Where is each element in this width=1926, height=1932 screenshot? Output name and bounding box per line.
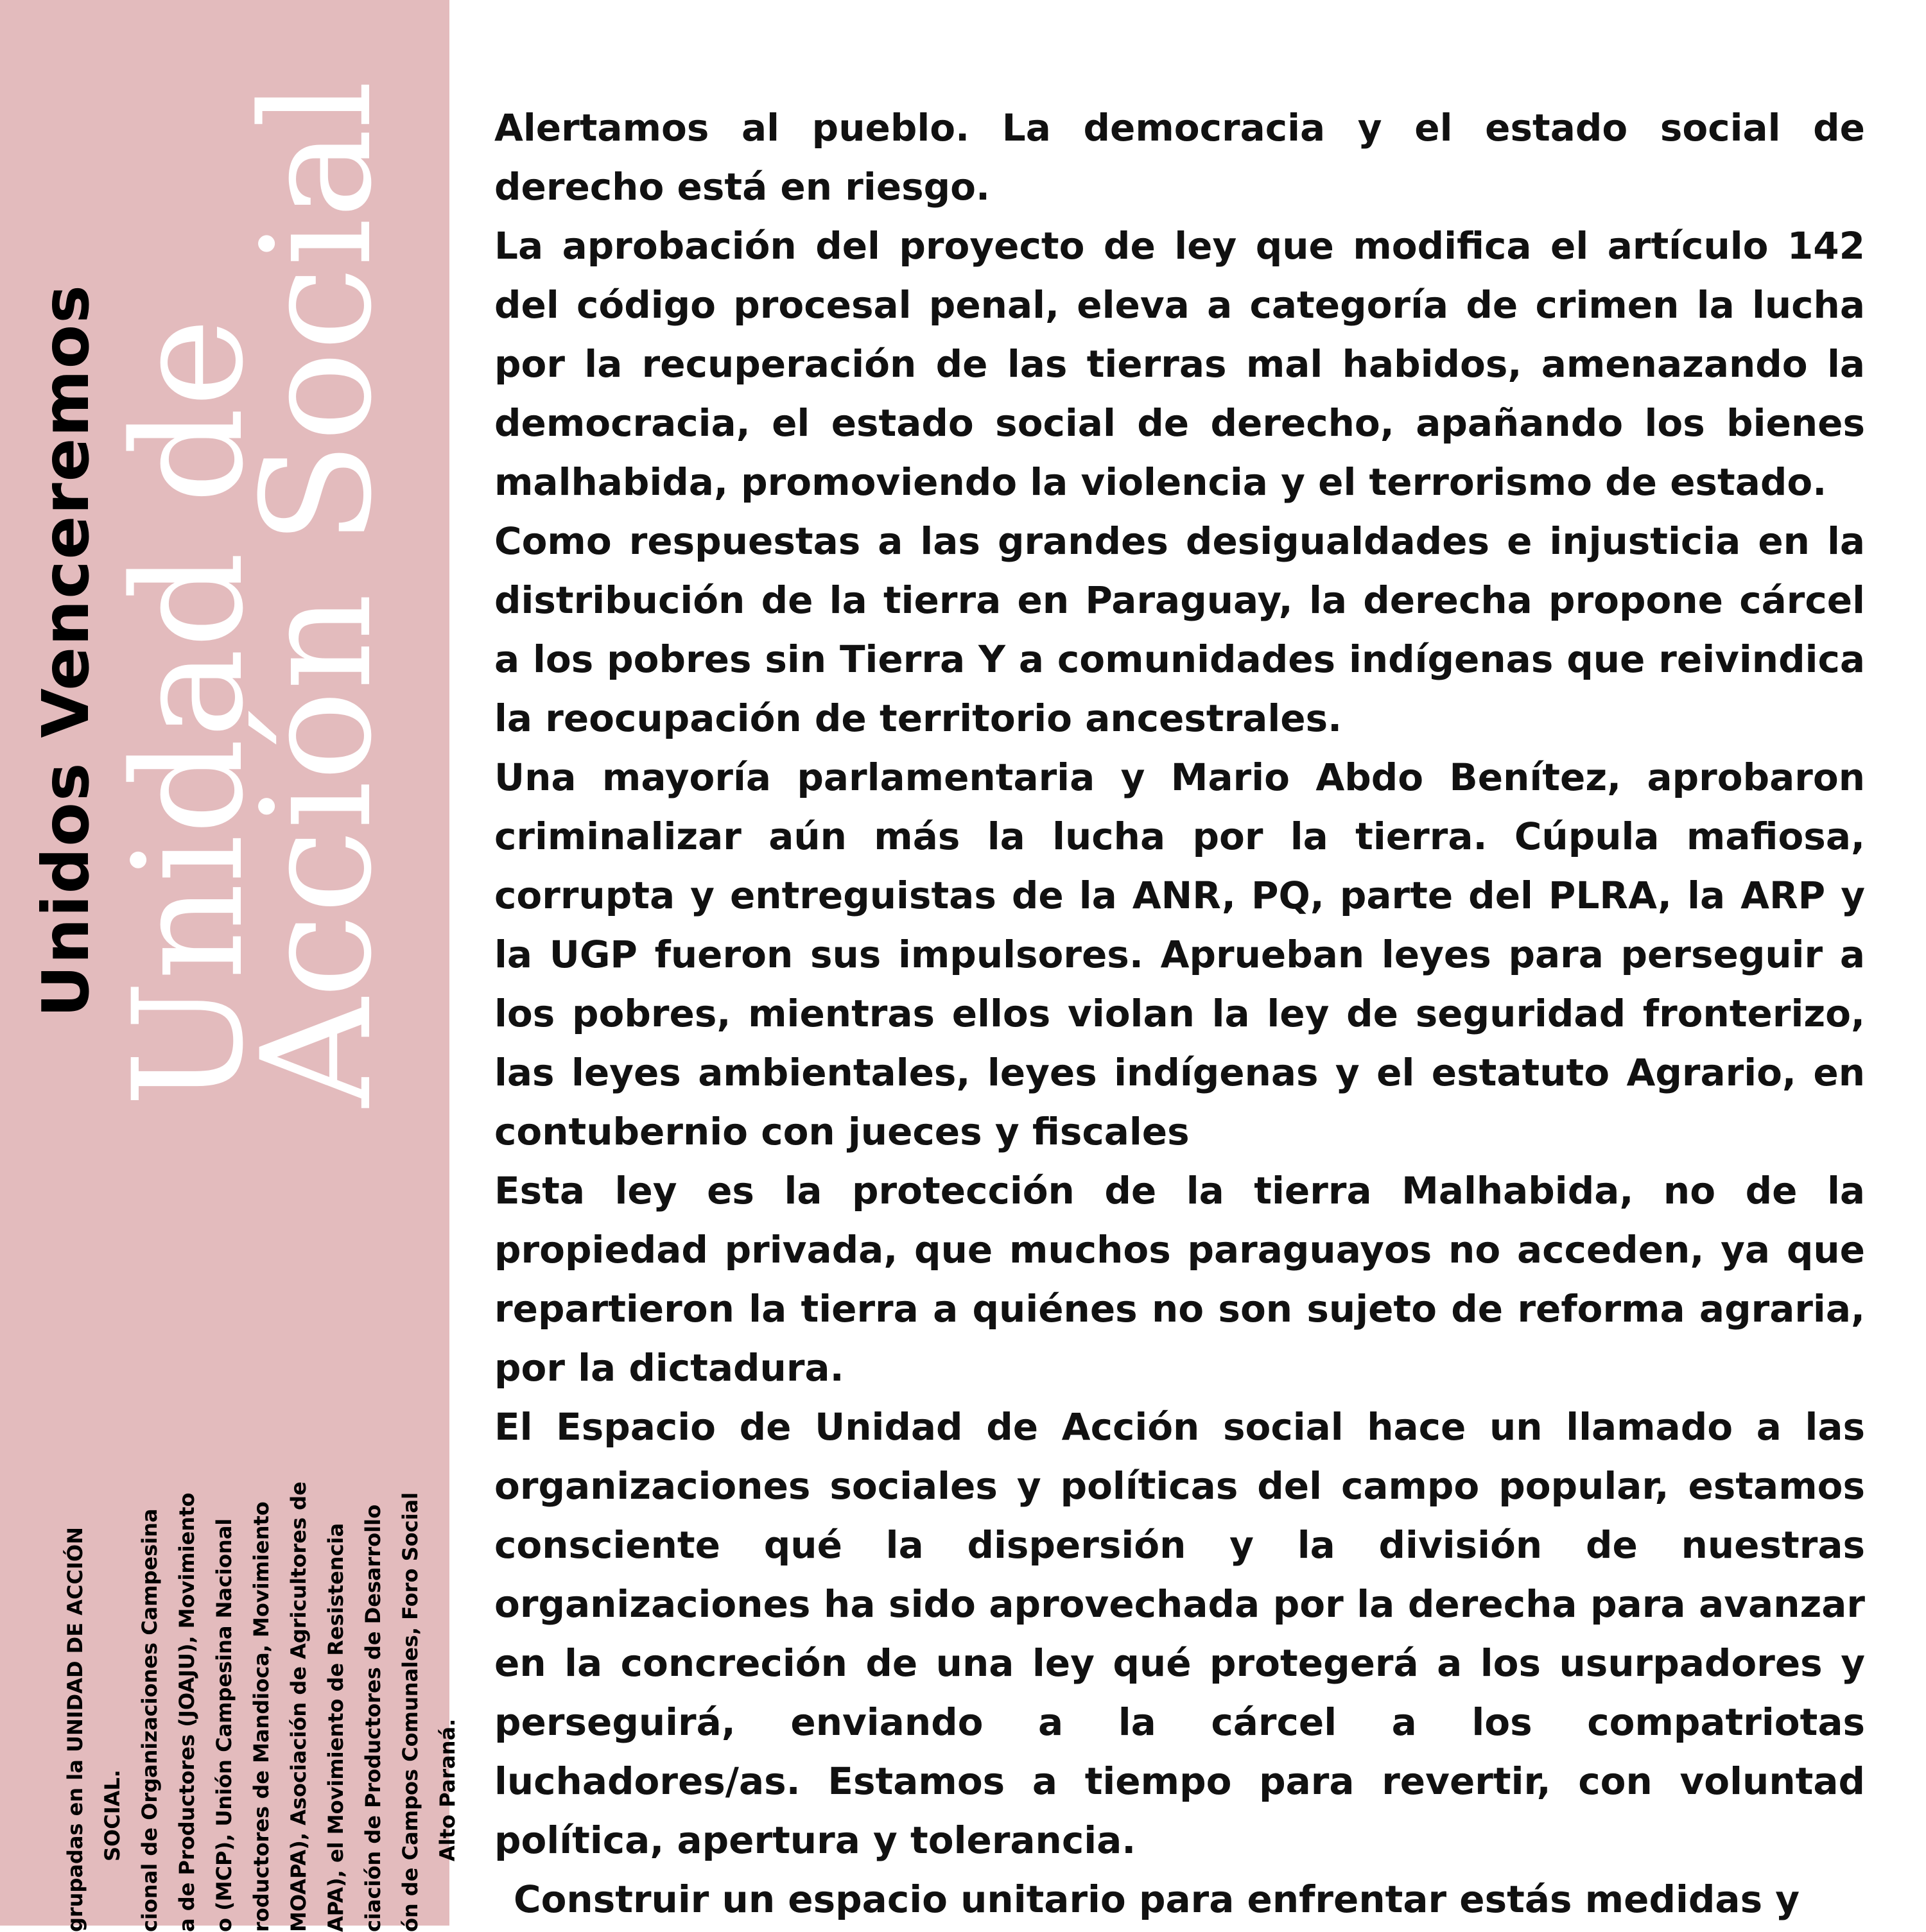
members-line: a de Productores (JOAJU), Movimiento: [175, 1492, 199, 1932]
members-line: ón de Campos Comunales, Foro Social: [398, 1492, 422, 1932]
paragraph: Como respuestas a las grandes desigualdades e injusticia en la distribución de la tierra en Paraguay, la derecha propone cárcel a los pobres sin Tierra Y a comunidades indígenas que reivindica la reocupación de territorio ancestrales.: [494, 519, 1865, 740]
page-title: [101, 80, 405, 1107]
paragraph: Esta ley es la protección de la tierra Malhabida, no de la propiedad privada, que muchos paraguayos no acceden, ya que repartieron la tierra a quiénes no son sujeto de reforma agraria, por la dictadura.: [494, 1169, 1865, 1390]
sidebar-panel: [0, 0, 460, 1932]
paragraph: La aprobación del proyecto de ley que modifica el artículo 142 del código procesal penal, eleva a categoría de crimen la lucha por la recuperación de las tierras mal habidos, amenazando la democracia, el estado social de derecho, apañando los bienes malhabida, promoviendo la violencia y el terrorismo de estado.: [494, 224, 1865, 504]
title-line-1: Unidad de: [101, 318, 277, 1107]
members-line: Alto Paraná.: [435, 1718, 460, 1861]
paragraph: Alertamos al pueblo. La democracia y el estado social de derecho está en riesgo.: [494, 106, 1865, 209]
members-line: o (MCP), Unión Campesina Nacional: [212, 1518, 236, 1932]
member-organizations: [56, 1419, 466, 1932]
members-line: cional de Organizaciones Campesina: [137, 1508, 162, 1932]
members-line: APA), el Movimiento de Resistencia: [324, 1522, 348, 1932]
members-line: SOCIAL.: [100, 1770, 125, 1861]
paragraph: Construir un espacio unitario para enfrentar estás medidas y: [514, 1877, 1800, 1921]
members-line: MOAPA), Asociación de Agricultores de: [286, 1481, 311, 1932]
paragraph: El Espacio de Unidad de Acción social hace un llamado a las organizaciones sociales y políticas del campo popular, estamos consciente qué la dispersión y la división de nuestras organizaciones ha sido aprovechada por la derecha para avanzar en la concreción de una ley qué protegerá a los usurpadores y perseguirá, enviando a la cárcel a los compatriotas luchadores/as. Estamos a tiempo para revertir, con voluntad política, apertura y tolerancia.: [494, 1405, 1865, 1862]
title-line-2: Acción Social: [230, 80, 405, 1107]
members-line: ciación de Productores de Desarrollo: [361, 1504, 385, 1932]
paragraph: Una mayoría parlamentaria y Mario Abdo Benítez, aprobaron criminalizar aún más la lucha por la tierra. Cúpula mafiosa, corrupta y entreguistas de la ANR, PQ, parte del PLRA, la ARP y la UGP fueron sus impulsores. Aprueban leyes para perseguir a los pobres, mientras ellos violan la ley de seguridad fronterizo, las leyes ambientales, leyes indígenas y el estatuto Agrario, en contubernio con jueces y fiscales: [494, 755, 1865, 1153]
members-line: roductores de Mandioca, Movimiento: [249, 1501, 273, 1932]
members-line: grupadas en la UNIDAD DE ACCIÓN: [63, 1527, 87, 1932]
statement-body: [494, 98, 1865, 1929]
slogan: Unidos Venceremos: [28, 284, 103, 1017]
